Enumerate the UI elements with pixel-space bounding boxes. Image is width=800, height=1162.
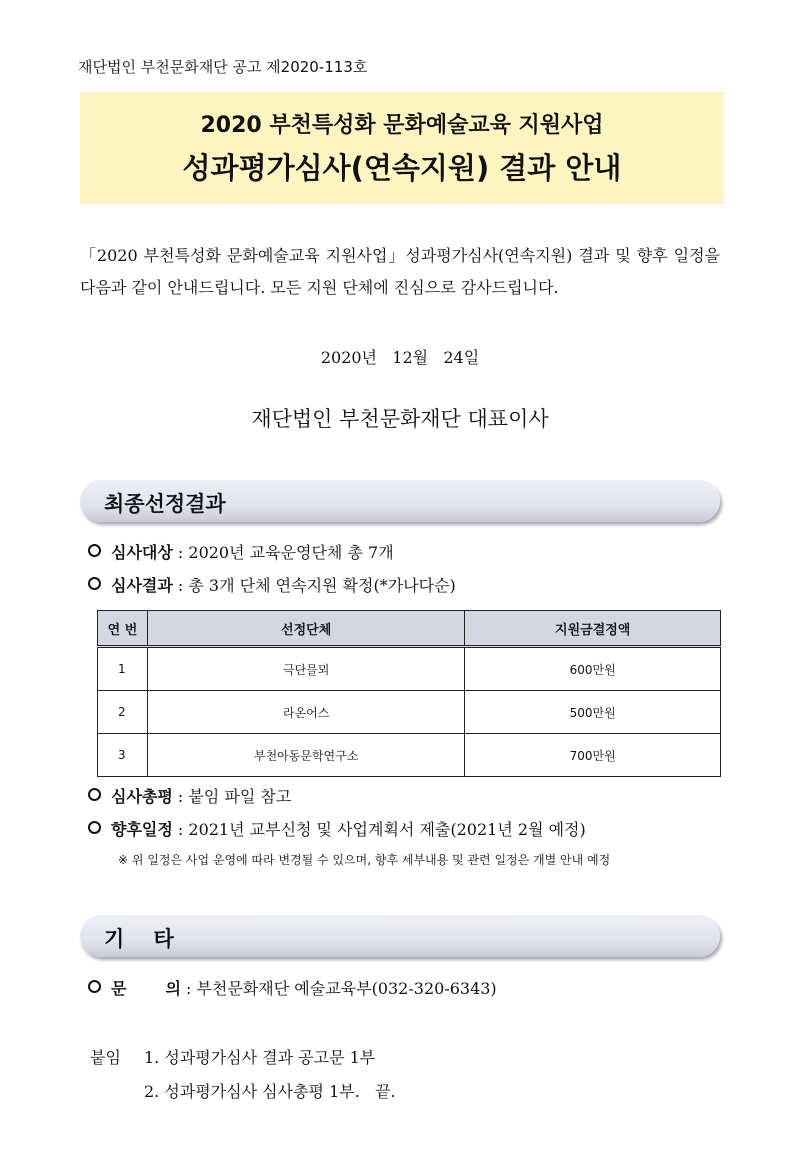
grant-amount: 700만원 (465, 734, 721, 777)
review-comment-label: 심사총평 (111, 787, 173, 806)
review-comment-item (88, 784, 291, 807)
title-line-2: 성과평가심사(연속지원) 결과 안내 (182, 151, 622, 185)
review-comment-value: : 붙임 파일 참고 (172, 787, 292, 806)
column-header-org: 선정단체 (147, 611, 464, 647)
column-header-no: 연 번 (98, 611, 148, 647)
circle-bullet-icon (88, 788, 101, 801)
section-heading-final-selection (80, 480, 720, 522)
org-name: 극단믈뫼 (147, 647, 464, 691)
review-target-label: 심사대상 (111, 543, 173, 562)
inquiry-label: 문 의 (111, 979, 181, 998)
row-number: 1 (98, 647, 148, 691)
schedule-note: ※ 위 일정은 사업 운영에 따라 변경될 수 있으며, 향후 세부내용 및 관련 일정은 개별 안내 예정 (118, 853, 611, 867)
review-target-value: : 2020년 교육운영단체 총 7개 (172, 543, 394, 562)
grant-amount: 500만원 (465, 691, 721, 734)
review-target-item (88, 540, 394, 563)
attachment-label: 붙임 (90, 1048, 121, 1067)
title-box (80, 92, 724, 204)
table-header-row (98, 611, 721, 647)
attachment-item-1: 1. 성과평가심사 결과 공고문 1부 (144, 1048, 376, 1067)
signer: 재단법인 부천문화재단 대표이사 (251, 407, 549, 431)
row-number: 2 (98, 691, 148, 734)
section-heading-label: 최종선정결과 (104, 492, 226, 516)
schedule-label: 향후일정 (111, 820, 173, 839)
selection-result-table (97, 610, 721, 777)
notice-number: 재단법인 부천문화재단 공고 제2020-113호 (78, 58, 368, 76)
table-row (98, 734, 721, 777)
schedule-item (88, 817, 586, 840)
circle-bullet-icon (88, 577, 101, 590)
section-heading-label: 기 타 (104, 927, 174, 951)
grant-amount: 600만원 (465, 647, 721, 691)
table-row (98, 647, 721, 691)
row-number: 3 (98, 734, 148, 777)
intro-paragraph: 「2020 부천특성화 문화예술교육 지원사업」성과평가심사(연속지원) 결과 및 향후 일정을 다음과 같이 안내드립니다. 모든 지원 단체에 진심으로 감사드립니다. (80, 246, 720, 297)
circle-bullet-icon (88, 980, 101, 993)
attachment-item-2: 2. 성과평가심사 심사총평 1부. 끝. (144, 1082, 396, 1101)
title-line-1: 2020 부천특성화 문화예술교육 지원사업 (200, 113, 604, 138)
section-heading-etc (80, 915, 720, 957)
review-result-item (88, 573, 456, 596)
inquiry-value: : 부천문화재단 예술교육부(032-320-6343) (180, 979, 497, 998)
table-row (98, 691, 721, 734)
circle-bullet-icon (88, 821, 101, 834)
review-result-value: : 총 3개 단체 연속지원 확정(*가나다순) (172, 576, 456, 595)
notice-date: 2020년 12월 24일 (320, 348, 480, 367)
circle-bullet-icon (88, 544, 101, 557)
schedule-value: : 2021년 교부신청 및 사업계획서 제출(2021년 2월 예정) (172, 820, 586, 839)
org-name: 부천아동문학연구소 (147, 734, 464, 777)
review-result-label: 심사결과 (111, 576, 173, 595)
org-name: 라온어스 (147, 691, 464, 734)
inquiry-item (88, 976, 497, 999)
column-header-amount: 지원금결정액 (465, 611, 721, 647)
